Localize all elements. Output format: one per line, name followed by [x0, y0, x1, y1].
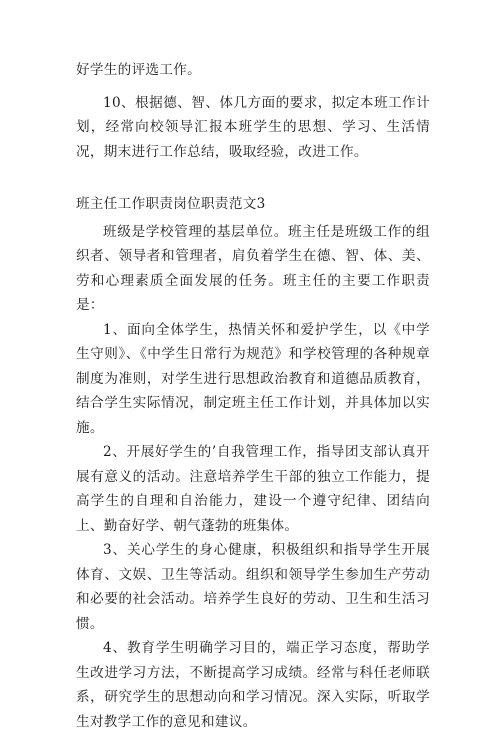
continuation-text: 好学生的评选工作。: [76, 62, 202, 78]
section-title: 班主任工作职责岗位职责范文3: [76, 196, 266, 212]
duty-paragraph-1: 1、面向全体学生，热情关怀和爱护学生，以《中学生守则》、《中学生日常行为规范》和学校管理的各种规章制度为准则，对学生进行思想政治教育和道德品质教育，结合学生实际情况，制定班主任工作计划，并具体加以实施。: [76, 321, 430, 436]
intro-paragraph: 班级是学校管理的基层单位。班主任是班级工作的组织者、领导者和管理者，肩负着学生在德、智、体、美、劳和心理素质全面发展的任务。班主任的主要工作职责是：: [76, 223, 430, 313]
duty-paragraph-2: 2、开展好学生的’自我管理工作，指导团支部认真开展有意义的活动。注意培养学生干部的独立工作能力，提高学生的自理和自治能力，建设一个遵守纪律、团结向上、勤奋好学、朝气蓬勃的班集体。: [76, 444, 430, 534]
duty-paragraph-3: 3、关心学生的身心健康，积极组织和指导学生开展体育、文娱、卫生等活动。组织和领导学生参加生产劳动和必要的社会活动。培养学生良好的劳动、卫生和生活习惯。: [76, 542, 430, 632]
item-10-paragraph: 10、根据德、智、体几方面的要求，拟定本班工作计划，经常向校领导汇报本班学生的思想、学习、生活情况，期末进行工作总结，吸取经验，改进工作。: [76, 94, 430, 160]
duty-paragraph-4: 4、教育学生明确学习目的，端正学习态度，帮助学生改进学习方法，不断提高学习成绩。经常与科任老师联系，研究学生的思想动向和学习情况。深入实际，听取学生对教学工作的意见和建议。: [76, 640, 430, 730]
